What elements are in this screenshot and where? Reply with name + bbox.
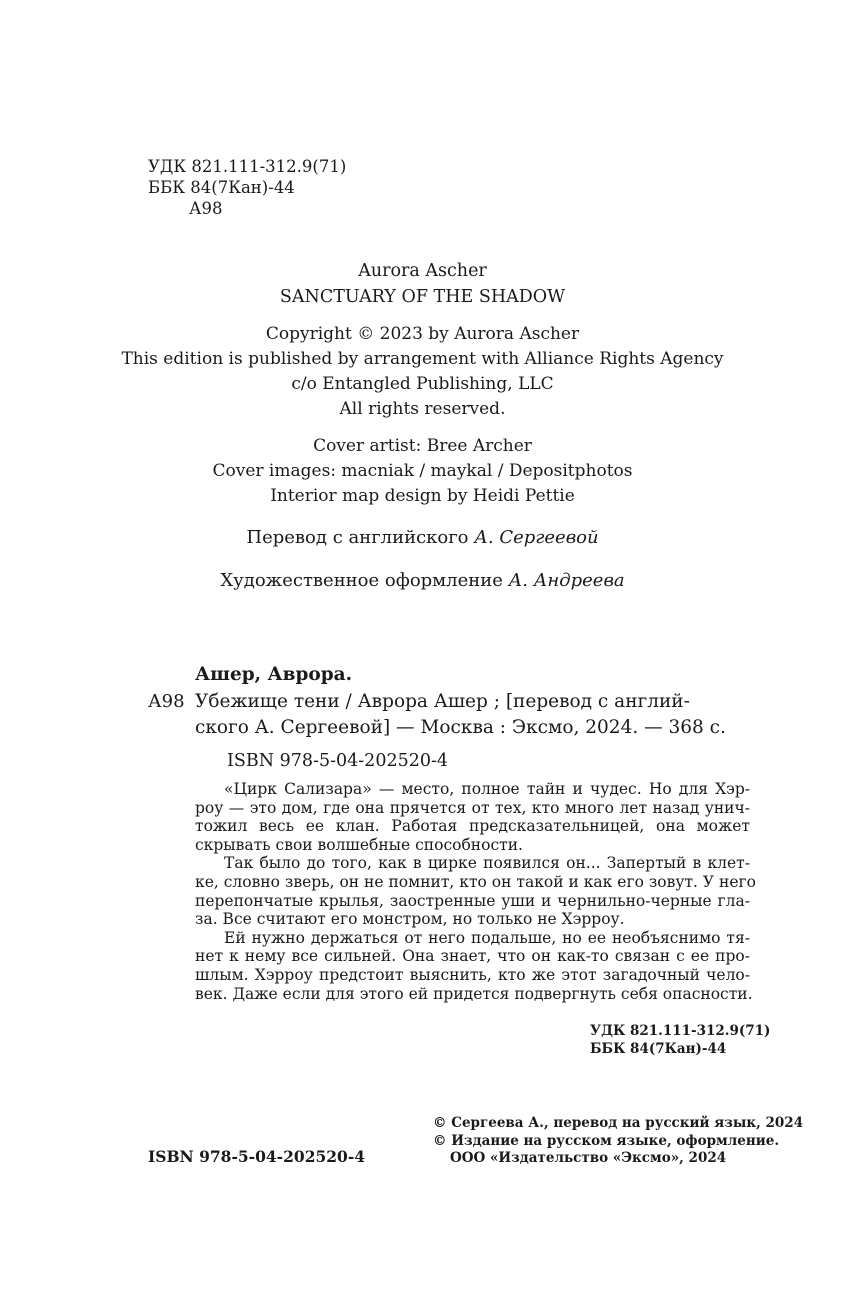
bib-author-heading: Ашер, Аврора. — [195, 664, 353, 685]
bib-line: ского А. Сергеевой] — Москва : Эксмо, 2024. — 368 с. — [195, 717, 726, 738]
annotation-line: Так было до того, как в цирке появился он... Запертый в клет- — [224, 854, 750, 873]
copyright-notice — [433, 1115, 803, 1168]
annotation-line: шлым. Хэрроу предстоит выяснить, кто же этот загадочный чело- — [195, 965, 750, 984]
annotation-line: «Цирк Сализара» — место, полное тайн и чудес. Но для Хэр- — [224, 780, 750, 798]
copyright-line: ООО «Издательство «Эксмо», 2024 — [450, 1150, 727, 1166]
copyright-line: Copyright © 2023 by Aurora Ascher — [265, 324, 580, 344]
rights-block — [0, 322, 845, 422]
annotation-line: Ей нужно держаться от него подальше, но ее необъяснимо тя- — [224, 928, 750, 947]
map-design-line: Interior map design by Heidi Pettie — [270, 486, 575, 506]
copyright-line: © Издание на русском языке, оформление. — [433, 1132, 780, 1149]
annotation-line: век. Даже если для этого ей придется подвергнуть себя опасности. — [195, 984, 753, 1003]
classification-codes — [148, 156, 346, 219]
designer-name: А. Андреева — [508, 570, 625, 591]
original-author: Aurora Ascher — [358, 261, 487, 281]
bib-author-mark: А98 — [148, 691, 185, 712]
original-title-block — [0, 258, 845, 310]
bottom-udk-code: УДК 821.111-312.9(71) — [590, 1023, 771, 1039]
cover-artist-line: Cover artist: Bree Archer — [313, 436, 532, 456]
annotation-line: перепончатые крылья, заостренные уши и чернильно-черные гла- — [195, 891, 750, 910]
bottom-classification-codes — [590, 1022, 770, 1058]
translation-credit — [0, 526, 845, 550]
isbn-bottom: ISBN 978-5-04-202520-4 — [148, 1147, 366, 1166]
annotation — [195, 780, 756, 1003]
credits-block — [0, 434, 845, 509]
annotation-line: за. Все считают его монстром, но только не Хэрроу. — [195, 910, 625, 929]
rights-reserved-line: All rights reserved. — [339, 399, 506, 419]
arrangement-line: This edition is published by arrangement with Alliance Rights Agency — [121, 349, 724, 369]
author-mark: А98 — [189, 199, 223, 218]
original-title: SANCTUARY OF THE SHADOW — [279, 287, 566, 307]
annotation-line: скрывать свои волшебные способности. — [195, 835, 523, 854]
annotation-line: ке, словно зверь, он не помнит, кто он такой и как его зовут. У него — [195, 872, 756, 891]
annotation-line: тожил весь ее клан. Работая предсказательницей, она может — [195, 817, 750, 836]
bottom-bbk-code: ББК 84(7Кан)-44 — [590, 1041, 727, 1057]
bib-description — [195, 689, 750, 741]
bib-line: Убежище тени / Аврора Ашер ; [перевод с англий- — [195, 691, 690, 712]
translation-prefix: Перевод с английского — [246, 527, 469, 548]
design-credit — [0, 569, 845, 593]
copyright-line: © Сергеева А., перевод на русский язык, 2024 — [433, 1115, 804, 1131]
bbk-code: ББК 84(7Кан)-44 — [148, 178, 295, 197]
publisher-line: c/o Entangled Publishing, LLC — [291, 374, 554, 394]
translator-name: А. Сергеевой — [474, 527, 599, 548]
annotation-line: нет к нему все сильней. Она знает, что он как-то связан с ее про- — [195, 947, 750, 966]
annotation-line: роу — это дом, где она прячется от тех, кто много лет назад унич- — [195, 798, 750, 817]
cover-images-line: Cover images: macniak / maykal / Depositphotos — [212, 461, 633, 481]
bib-isbn: ISBN 978-5-04-202520-4 — [227, 751, 449, 771]
udk-code: УДК 821.111-312.9(71) — [148, 157, 347, 176]
design-prefix: Художественное оформление — [220, 570, 503, 591]
